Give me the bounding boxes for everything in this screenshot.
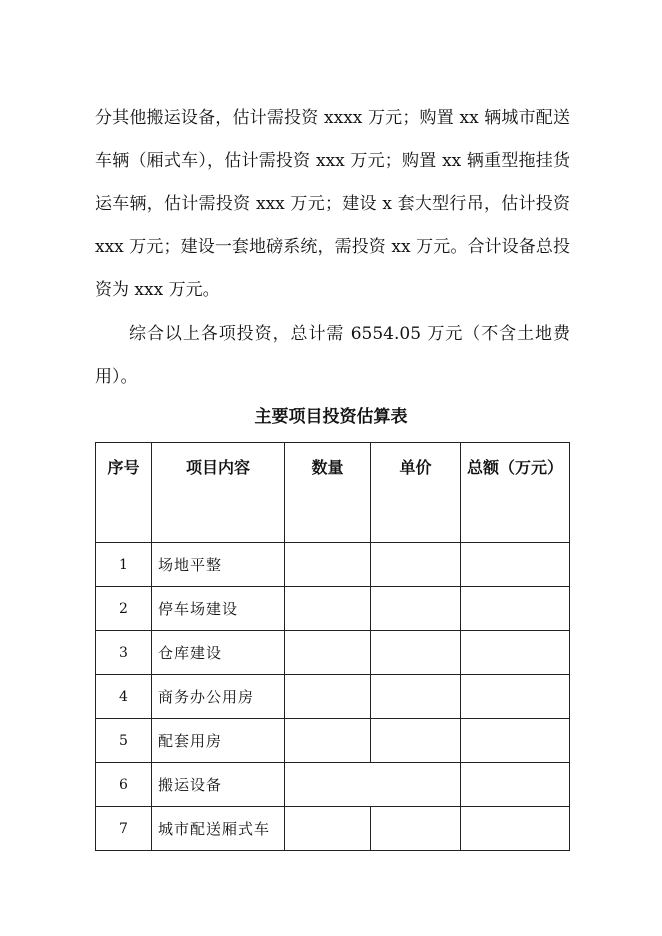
cell-total [461, 763, 570, 807]
row-item: 搬运设备 [152, 763, 285, 807]
table-title: 主要项目投资估算表 [254, 407, 408, 427]
table-row [96, 543, 570, 587]
row-item: 场地平整 [152, 543, 285, 587]
table-row [96, 631, 570, 675]
cell-unit-price [371, 675, 461, 719]
cell-quantity [285, 631, 371, 675]
row-no: 6 [96, 763, 152, 807]
row-no: 4 [96, 675, 152, 719]
cell-total [461, 719, 570, 763]
row-item: 商务办公用房 [152, 675, 285, 719]
cell-quantity [285, 719, 371, 763]
cell-unit-price [371, 807, 461, 851]
paragraph-total: 综合以上各项投资，总计需 6554.05 万元（不含土地费用）。 [95, 324, 570, 387]
table-header-row [96, 443, 570, 543]
header-unit-price: 单价 [371, 443, 461, 543]
table-row [96, 675, 570, 719]
row-no: 3 [96, 631, 152, 675]
table-row [96, 719, 570, 763]
cell-quantity [285, 675, 371, 719]
row-item: 配套用房 [152, 719, 285, 763]
cell-unit-price [371, 587, 461, 631]
cell-total [461, 675, 570, 719]
row-no: 7 [96, 807, 152, 851]
header-no: 序号 [96, 443, 152, 543]
investment-table [95, 442, 570, 851]
cell-total [461, 543, 570, 587]
row-item: 仓库建设 [152, 631, 285, 675]
cell-total [461, 587, 570, 631]
cell-total [461, 807, 570, 851]
table-row [96, 807, 570, 851]
cell-quantity-price-merged [285, 763, 461, 807]
row-no: 2 [96, 587, 152, 631]
row-item: 停车场建设 [152, 587, 285, 631]
cell-quantity [285, 587, 371, 631]
cell-unit-price [371, 543, 461, 587]
header-quantity: 数量 [285, 443, 371, 543]
cell-quantity [285, 807, 371, 851]
row-no: 1 [96, 543, 152, 587]
table-row [96, 763, 570, 807]
paragraph-equipment: 分其他搬运设备，估计需投资 xxxx 万元；购置 xx 辆城市配送车辆（厢式车），估计需投资 xxx 万元；购置 xx 辆重型拖挂货运车辆，估计需投资 xxx 万元；建设 x 套大型行吊，估计投资 xxx 万元；建设一套地磅系统，需投资 xx 万元。合计设备总投资为 xxx 万元。 [95, 108, 570, 300]
row-no: 5 [96, 719, 152, 763]
header-item: 项目内容 [152, 443, 285, 543]
table-row [96, 587, 570, 631]
cell-unit-price [371, 631, 461, 675]
cell-total [461, 631, 570, 675]
row-item: 城市配送厢式车 [152, 807, 285, 851]
header-total: 总额（万元） [461, 443, 570, 543]
cell-unit-price [371, 719, 461, 763]
cell-quantity [285, 543, 371, 587]
